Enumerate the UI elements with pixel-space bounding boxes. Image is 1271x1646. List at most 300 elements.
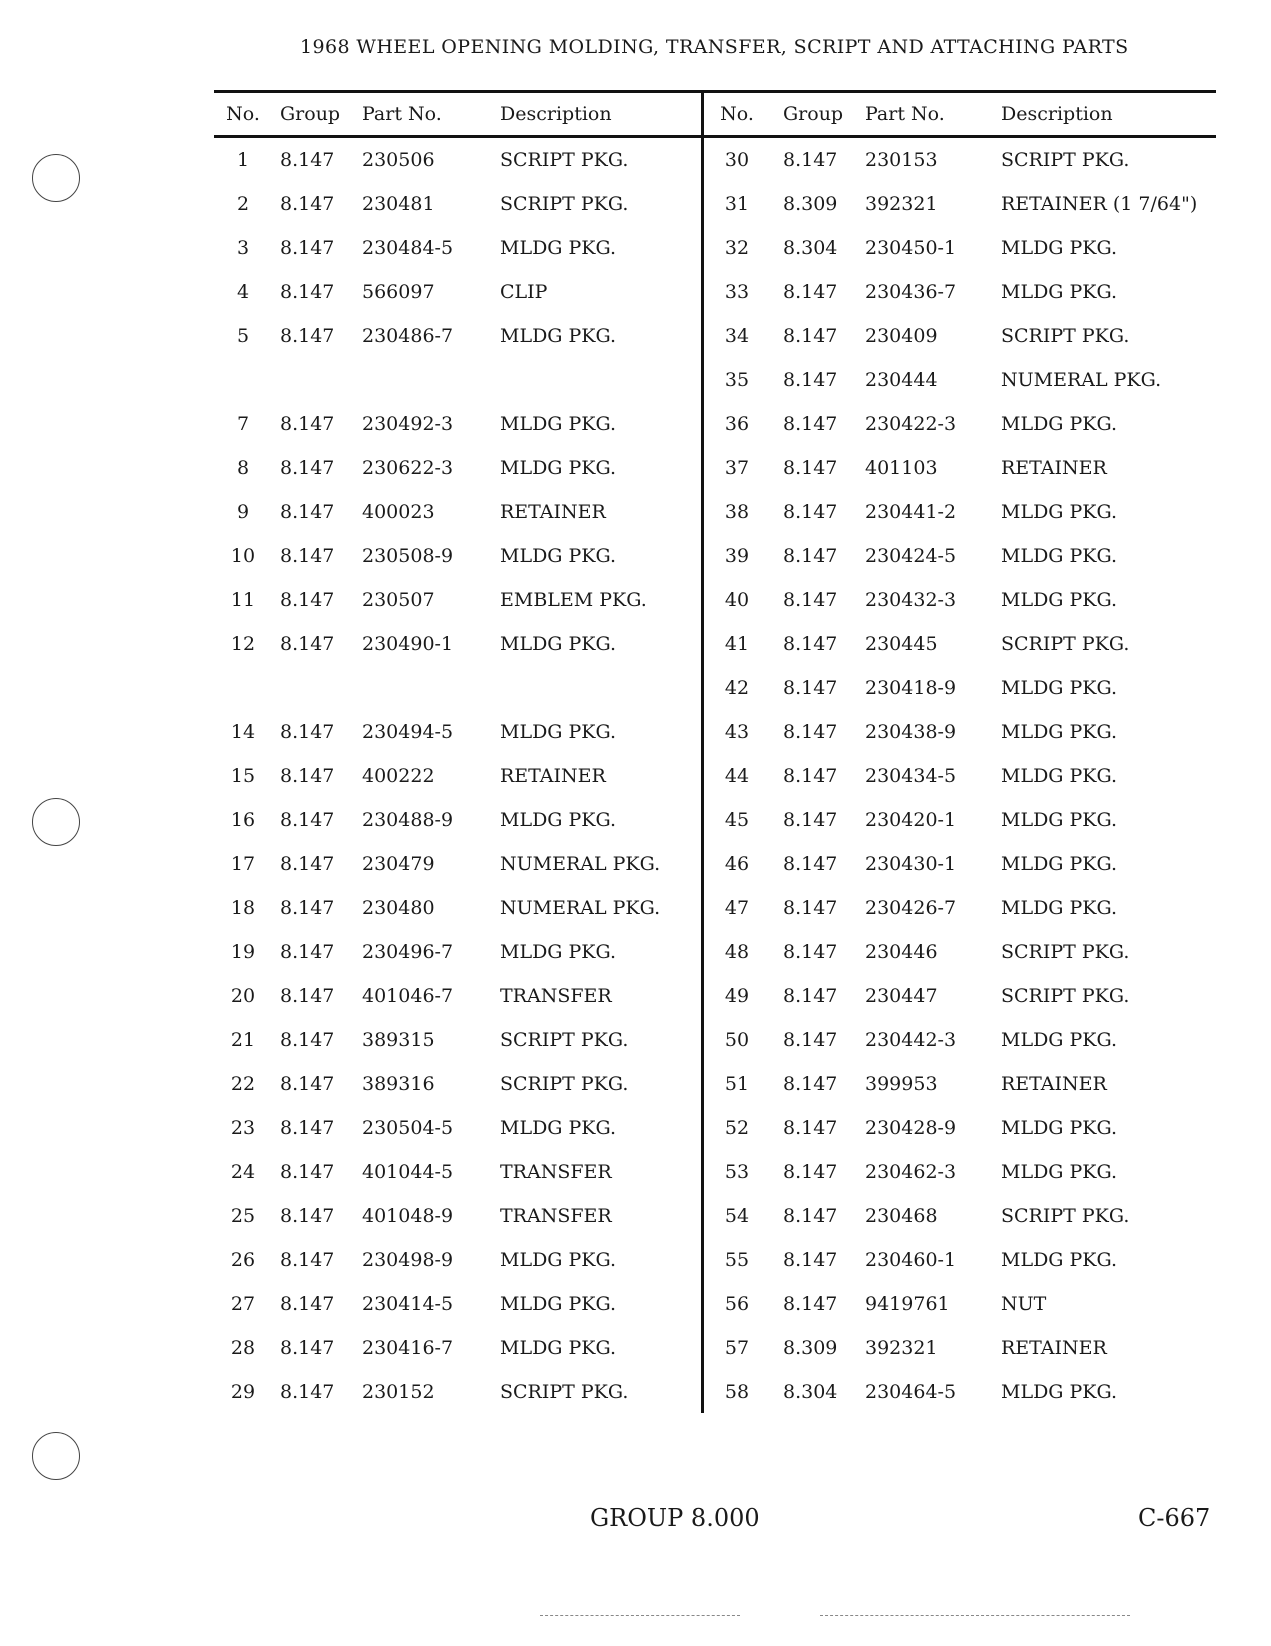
header-no: No. bbox=[226, 103, 260, 125]
part-description: MLDG PKG. bbox=[500, 1117, 617, 1139]
item-number: 34 bbox=[724, 325, 750, 347]
part-number: 230153 bbox=[865, 149, 938, 171]
table-row bbox=[701, 314, 1216, 358]
part-description: MLDG PKG. bbox=[500, 941, 617, 963]
group-code: 8.309 bbox=[783, 193, 838, 215]
left-table-body bbox=[214, 138, 701, 1414]
item-number: 23 bbox=[230, 1117, 256, 1139]
part-description: RETAINER bbox=[1001, 457, 1107, 479]
part-number: 230445 bbox=[865, 633, 938, 655]
part-description: MLDG PKG. bbox=[500, 1249, 617, 1271]
part-number: 566097 bbox=[362, 281, 435, 303]
item-number: 19 bbox=[230, 941, 256, 963]
group-code: 8.147 bbox=[280, 809, 335, 831]
group-code: 8.147 bbox=[280, 765, 335, 787]
table-row bbox=[214, 534, 701, 578]
part-description: MLDG PKG. bbox=[1001, 677, 1118, 699]
table-row bbox=[214, 666, 701, 710]
part-description: MLDG PKG. bbox=[1001, 853, 1118, 875]
part-number: 230507 bbox=[362, 589, 435, 611]
part-number: 230422-3 bbox=[865, 413, 957, 435]
group-code: 8.147 bbox=[783, 1161, 838, 1183]
part-number: 399953 bbox=[865, 1073, 938, 1095]
table-row bbox=[214, 622, 701, 666]
table-row bbox=[214, 490, 701, 534]
part-number: 230504-5 bbox=[362, 1117, 454, 1139]
item-number: 8 bbox=[236, 457, 250, 479]
part-number: 230444 bbox=[865, 369, 938, 391]
part-description: MLDG PKG. bbox=[1001, 281, 1118, 303]
table-row bbox=[214, 138, 701, 182]
group-code: 8.147 bbox=[783, 1073, 838, 1095]
table-row bbox=[214, 710, 701, 754]
header-description: Description bbox=[500, 103, 612, 125]
header-group: Group bbox=[783, 103, 844, 125]
table-row bbox=[214, 842, 701, 886]
item-number: 35 bbox=[724, 369, 750, 391]
table-row bbox=[214, 1194, 701, 1238]
part-description: NUT bbox=[1001, 1293, 1047, 1315]
part-description: RETAINER bbox=[500, 501, 606, 523]
part-number: 230622-3 bbox=[362, 457, 454, 479]
item-number: 2 bbox=[236, 193, 250, 215]
part-description: MLDG PKG. bbox=[1001, 1249, 1118, 1271]
table-row bbox=[214, 754, 701, 798]
group-code: 8.147 bbox=[280, 1249, 335, 1271]
item-number: 56 bbox=[724, 1293, 750, 1315]
part-number: 230460-1 bbox=[865, 1249, 957, 1271]
part-number: 230438-9 bbox=[865, 721, 957, 743]
part-number: 230409 bbox=[865, 325, 938, 347]
table-row bbox=[214, 886, 701, 930]
part-number: 230450-1 bbox=[865, 237, 957, 259]
item-number: 42 bbox=[724, 677, 750, 699]
group-code: 8.147 bbox=[783, 677, 838, 699]
item-number: 52 bbox=[724, 1117, 750, 1139]
group-code: 8.304 bbox=[783, 237, 838, 259]
part-number: 9419761 bbox=[865, 1293, 950, 1315]
item-number: 5 bbox=[236, 325, 250, 347]
part-description: SCRIPT PKG. bbox=[1001, 941, 1130, 963]
item-number: 21 bbox=[230, 1029, 256, 1051]
part-number: 230430-1 bbox=[865, 853, 957, 875]
part-description: MLDG PKG. bbox=[500, 809, 617, 831]
item-number: 49 bbox=[724, 985, 750, 1007]
table-row bbox=[701, 1282, 1216, 1326]
part-number: 400023 bbox=[362, 501, 435, 523]
table-row bbox=[701, 1150, 1216, 1194]
part-number: 230436-7 bbox=[865, 281, 957, 303]
group-code: 8.147 bbox=[783, 1249, 838, 1271]
item-number: 3 bbox=[236, 237, 250, 259]
group-code: 8.147 bbox=[783, 985, 838, 1007]
part-number: 230416-7 bbox=[362, 1337, 454, 1359]
table-row bbox=[214, 1106, 701, 1150]
part-number: 392321 bbox=[865, 1337, 938, 1359]
part-description: SCRIPT PKG. bbox=[1001, 325, 1130, 347]
group-code: 8.147 bbox=[783, 457, 838, 479]
part-number: 230432-3 bbox=[865, 589, 957, 611]
item-number: 31 bbox=[724, 193, 750, 215]
item-number: 58 bbox=[724, 1381, 750, 1403]
group-code: 8.147 bbox=[783, 1205, 838, 1227]
part-number: 392321 bbox=[865, 193, 938, 215]
part-number: 230414-5 bbox=[362, 1293, 454, 1315]
part-number: 401046-7 bbox=[362, 985, 454, 1007]
item-number: 10 bbox=[230, 545, 256, 567]
group-code: 8.147 bbox=[783, 1117, 838, 1139]
part-number: 230447 bbox=[865, 985, 938, 1007]
item-number: 4 bbox=[236, 281, 250, 303]
table-row bbox=[214, 930, 701, 974]
item-number: 39 bbox=[724, 545, 750, 567]
group-code: 8.147 bbox=[280, 545, 335, 567]
part-description: MLDG PKG. bbox=[1001, 1161, 1118, 1183]
item-number: 24 bbox=[230, 1161, 256, 1183]
table-row bbox=[214, 1370, 701, 1414]
part-description: NUMERAL PKG. bbox=[500, 853, 661, 875]
right-header-row bbox=[701, 93, 1216, 138]
group-code: 8.147 bbox=[280, 897, 335, 919]
part-description: RETAINER bbox=[1001, 1073, 1107, 1095]
part-description: MLDG PKG. bbox=[500, 413, 617, 435]
part-description: RETAINER bbox=[500, 765, 606, 787]
table-row bbox=[701, 490, 1216, 534]
group-code: 8.147 bbox=[280, 149, 335, 171]
header-no: No. bbox=[720, 103, 754, 125]
item-number: 57 bbox=[724, 1337, 750, 1359]
part-description: MLDG PKG. bbox=[1001, 897, 1118, 919]
table-row bbox=[701, 622, 1216, 666]
item-number: 17 bbox=[230, 853, 256, 875]
group-code: 8.304 bbox=[783, 1381, 838, 1403]
part-number: 389316 bbox=[362, 1073, 435, 1095]
part-description: CLIP bbox=[500, 281, 548, 303]
part-description: MLDG PKG. bbox=[500, 237, 617, 259]
group-code: 8.147 bbox=[783, 941, 838, 963]
part-number: 230424-5 bbox=[865, 545, 957, 567]
item-number: 54 bbox=[724, 1205, 750, 1227]
group-code: 8.147 bbox=[280, 721, 335, 743]
part-number: 230479 bbox=[362, 853, 435, 875]
group-code: 8.147 bbox=[280, 501, 335, 523]
part-description: MLDG PKG. bbox=[500, 1293, 617, 1315]
part-number: 230492-3 bbox=[362, 413, 454, 435]
item-number: 44 bbox=[724, 765, 750, 787]
table-row bbox=[214, 1326, 701, 1370]
table-row bbox=[701, 1018, 1216, 1062]
item-number: 51 bbox=[724, 1073, 750, 1095]
table-row bbox=[214, 358, 701, 402]
table-row bbox=[701, 974, 1216, 1018]
group-code: 8.147 bbox=[280, 941, 335, 963]
part-description: MLDG PKG. bbox=[1001, 413, 1118, 435]
part-description: MLDG PKG. bbox=[1001, 1029, 1118, 1051]
scan-artifact-line bbox=[820, 1615, 1130, 1617]
table-row bbox=[701, 446, 1216, 490]
item-number: 29 bbox=[230, 1381, 256, 1403]
part-description: RETAINER (1 7/64") bbox=[1001, 193, 1198, 215]
item-number: 36 bbox=[724, 413, 750, 435]
table-row bbox=[701, 226, 1216, 270]
part-description: MLDG PKG. bbox=[1001, 1117, 1118, 1139]
part-number: 230418-9 bbox=[865, 677, 957, 699]
parts-table bbox=[214, 90, 1216, 1414]
part-number: 230508-9 bbox=[362, 545, 454, 567]
group-code: 8.147 bbox=[280, 413, 335, 435]
table-row bbox=[701, 710, 1216, 754]
table-row bbox=[214, 578, 701, 622]
table-row bbox=[701, 1062, 1216, 1106]
table-row bbox=[701, 798, 1216, 842]
page-number: C-667 bbox=[1138, 1504, 1211, 1532]
part-number: 401048-9 bbox=[362, 1205, 454, 1227]
group-code: 8.147 bbox=[280, 457, 335, 479]
part-description: MLDG PKG. bbox=[1001, 809, 1118, 831]
part-description: TRANSFER bbox=[500, 985, 612, 1007]
item-number: 11 bbox=[230, 589, 256, 611]
part-number: 230426-7 bbox=[865, 897, 957, 919]
left-column bbox=[214, 93, 701, 1414]
item-number: 45 bbox=[724, 809, 750, 831]
item-number: 16 bbox=[230, 809, 256, 831]
table-row bbox=[214, 974, 701, 1018]
part-number: 230490-1 bbox=[362, 633, 454, 655]
part-number: 230441-2 bbox=[865, 501, 957, 523]
table-row bbox=[214, 314, 701, 358]
group-code: 8.147 bbox=[783, 1029, 838, 1051]
part-description: MLDG PKG. bbox=[500, 721, 617, 743]
item-number: 9 bbox=[236, 501, 250, 523]
item-number: 7 bbox=[236, 413, 250, 435]
table-row bbox=[214, 182, 701, 226]
part-number: 230468 bbox=[865, 1205, 938, 1227]
part-number: 400222 bbox=[362, 765, 435, 787]
part-description: SCRIPT PKG. bbox=[500, 149, 629, 171]
part-number: 230484-5 bbox=[362, 237, 454, 259]
punch-hole-top bbox=[32, 154, 80, 202]
table-row bbox=[701, 886, 1216, 930]
part-number: 230152 bbox=[362, 1381, 435, 1403]
item-number: 48 bbox=[724, 941, 750, 963]
part-description: MLDG PKG. bbox=[500, 325, 617, 347]
scan-artifact-line bbox=[540, 1615, 740, 1617]
table-row bbox=[701, 1370, 1216, 1414]
part-number: 230486-7 bbox=[362, 325, 454, 347]
group-code: 8.147 bbox=[280, 853, 335, 875]
part-number: 230420-1 bbox=[865, 809, 957, 831]
part-number: 230506 bbox=[362, 149, 435, 171]
table-row bbox=[701, 578, 1216, 622]
group-code: 8.147 bbox=[783, 853, 838, 875]
item-number: 37 bbox=[724, 457, 750, 479]
group-code: 8.147 bbox=[280, 633, 335, 655]
header-part-no: Part No. bbox=[362, 103, 442, 125]
table-row bbox=[214, 1150, 701, 1194]
group-label: GROUP 8.000 bbox=[590, 1504, 760, 1532]
group-code: 8.147 bbox=[280, 1293, 335, 1315]
item-number: 22 bbox=[230, 1073, 256, 1095]
table-row bbox=[701, 930, 1216, 974]
table-row bbox=[214, 1062, 701, 1106]
table-row bbox=[701, 754, 1216, 798]
table-row bbox=[701, 1238, 1216, 1282]
item-number: 40 bbox=[724, 589, 750, 611]
item-number: 32 bbox=[724, 237, 750, 259]
part-description: MLDG PKG. bbox=[1001, 1381, 1118, 1403]
part-description: SCRIPT PKG. bbox=[1001, 1205, 1130, 1227]
part-description: SCRIPT PKG. bbox=[1001, 149, 1130, 171]
part-description: SCRIPT PKG. bbox=[1001, 985, 1130, 1007]
item-number: 30 bbox=[724, 149, 750, 171]
part-description: SCRIPT PKG. bbox=[1001, 633, 1130, 655]
table-row bbox=[701, 1194, 1216, 1238]
part-number: 230462-3 bbox=[865, 1161, 957, 1183]
part-number: 230481 bbox=[362, 193, 435, 215]
table-row bbox=[214, 402, 701, 446]
part-description: NUMERAL PKG. bbox=[500, 897, 661, 919]
part-description: MLDG PKG. bbox=[1001, 765, 1118, 787]
right-table-body bbox=[701, 138, 1216, 1414]
part-description: MLDG PKG. bbox=[500, 633, 617, 655]
group-code: 8.147 bbox=[783, 545, 838, 567]
group-code: 8.309 bbox=[783, 1337, 838, 1359]
item-number: 53 bbox=[724, 1161, 750, 1183]
part-description: MLDG PKG. bbox=[500, 1337, 617, 1359]
group-code: 8.147 bbox=[783, 325, 838, 347]
item-number: 41 bbox=[724, 633, 750, 655]
right-column bbox=[701, 93, 1216, 1414]
punch-hole-middle bbox=[32, 798, 80, 846]
group-code: 8.147 bbox=[783, 369, 838, 391]
table-row bbox=[214, 798, 701, 842]
item-number: 18 bbox=[230, 897, 256, 919]
part-number: 389315 bbox=[362, 1029, 435, 1051]
group-code: 8.147 bbox=[783, 897, 838, 919]
part-number: 230488-9 bbox=[362, 809, 454, 831]
item-number: 27 bbox=[230, 1293, 256, 1315]
item-number: 50 bbox=[724, 1029, 750, 1051]
item-number: 26 bbox=[230, 1249, 256, 1271]
part-description: SCRIPT PKG. bbox=[500, 1381, 629, 1403]
part-description: MLDG PKG. bbox=[1001, 237, 1118, 259]
item-number: 12 bbox=[230, 633, 256, 655]
punch-hole-bottom bbox=[32, 1432, 80, 1480]
header-group: Group bbox=[280, 103, 341, 125]
item-number: 55 bbox=[724, 1249, 750, 1271]
table-row bbox=[701, 358, 1216, 402]
group-code: 8.147 bbox=[783, 501, 838, 523]
group-code: 8.147 bbox=[783, 1293, 838, 1315]
part-description: MLDG PKG. bbox=[500, 545, 617, 567]
group-code: 8.147 bbox=[783, 809, 838, 831]
table-row bbox=[701, 182, 1216, 226]
part-description: RETAINER bbox=[1001, 1337, 1107, 1359]
part-description: NUMERAL PKG. bbox=[1001, 369, 1162, 391]
group-code: 8.147 bbox=[280, 1029, 335, 1051]
header-part-no: Part No. bbox=[865, 103, 945, 125]
part-description: MLDG PKG. bbox=[1001, 501, 1118, 523]
group-code: 8.147 bbox=[783, 413, 838, 435]
table-row bbox=[701, 1106, 1216, 1150]
part-description: TRANSFER bbox=[500, 1161, 612, 1183]
item-number: 47 bbox=[724, 897, 750, 919]
page-title: 1968 WHEEL OPENING MOLDING, TRANSFER, SCRIPT AND ATTACHING PARTS bbox=[300, 36, 1129, 58]
part-description: MLDG PKG. bbox=[1001, 721, 1118, 743]
table-row bbox=[701, 842, 1216, 886]
item-number: 33 bbox=[724, 281, 750, 303]
group-code: 8.147 bbox=[783, 721, 838, 743]
item-number: 15 bbox=[230, 765, 256, 787]
table-row bbox=[214, 226, 701, 270]
group-code: 8.147 bbox=[280, 1205, 335, 1227]
part-number: 230434-5 bbox=[865, 765, 957, 787]
part-number: 401103 bbox=[865, 457, 938, 479]
group-code: 8.147 bbox=[280, 1381, 335, 1403]
group-code: 8.147 bbox=[280, 237, 335, 259]
group-code: 8.147 bbox=[783, 765, 838, 787]
group-code: 8.147 bbox=[783, 589, 838, 611]
part-description: SCRIPT PKG. bbox=[500, 193, 629, 215]
item-number: 43 bbox=[724, 721, 750, 743]
table-row bbox=[701, 402, 1216, 446]
table-row bbox=[701, 666, 1216, 710]
part-number: 230480 bbox=[362, 897, 435, 919]
part-number: 230464-5 bbox=[865, 1381, 957, 1403]
part-number: 401044-5 bbox=[362, 1161, 454, 1183]
part-number: 230428-9 bbox=[865, 1117, 957, 1139]
item-number: 1 bbox=[236, 149, 250, 171]
table-row bbox=[214, 1282, 701, 1326]
group-code: 8.147 bbox=[280, 1337, 335, 1359]
part-number: 230494-5 bbox=[362, 721, 454, 743]
group-code: 8.147 bbox=[280, 1073, 335, 1095]
item-number: 25 bbox=[230, 1205, 256, 1227]
group-code: 8.147 bbox=[280, 281, 335, 303]
group-code: 8.147 bbox=[783, 149, 838, 171]
part-description: SCRIPT PKG. bbox=[500, 1029, 629, 1051]
table-row bbox=[214, 446, 701, 490]
item-number: 20 bbox=[230, 985, 256, 1007]
group-code: 8.147 bbox=[280, 193, 335, 215]
group-code: 8.147 bbox=[280, 1117, 335, 1139]
table-row bbox=[701, 1326, 1216, 1370]
group-code: 8.147 bbox=[280, 985, 335, 1007]
table-row bbox=[214, 1238, 701, 1282]
left-header-row bbox=[214, 93, 701, 138]
part-number: 230446 bbox=[865, 941, 938, 963]
table-row bbox=[214, 1018, 701, 1062]
group-code: 8.147 bbox=[783, 281, 838, 303]
item-number: 28 bbox=[230, 1337, 256, 1359]
table-row bbox=[701, 534, 1216, 578]
group-code: 8.147 bbox=[280, 325, 335, 347]
part-description: MLDG PKG. bbox=[1001, 589, 1118, 611]
part-description: SCRIPT PKG. bbox=[500, 1073, 629, 1095]
group-code: 8.147 bbox=[280, 1161, 335, 1183]
part-description: EMBLEM PKG. bbox=[500, 589, 647, 611]
part-description: TRANSFER bbox=[500, 1205, 612, 1227]
item-number: 38 bbox=[724, 501, 750, 523]
header-description: Description bbox=[1001, 103, 1113, 125]
table-row bbox=[701, 138, 1216, 182]
item-number: 14 bbox=[230, 721, 256, 743]
item-number: 46 bbox=[724, 853, 750, 875]
part-number: 230498-9 bbox=[362, 1249, 454, 1271]
part-description: MLDG PKG. bbox=[1001, 545, 1118, 567]
group-code: 8.147 bbox=[783, 633, 838, 655]
part-description: MLDG PKG. bbox=[500, 457, 617, 479]
